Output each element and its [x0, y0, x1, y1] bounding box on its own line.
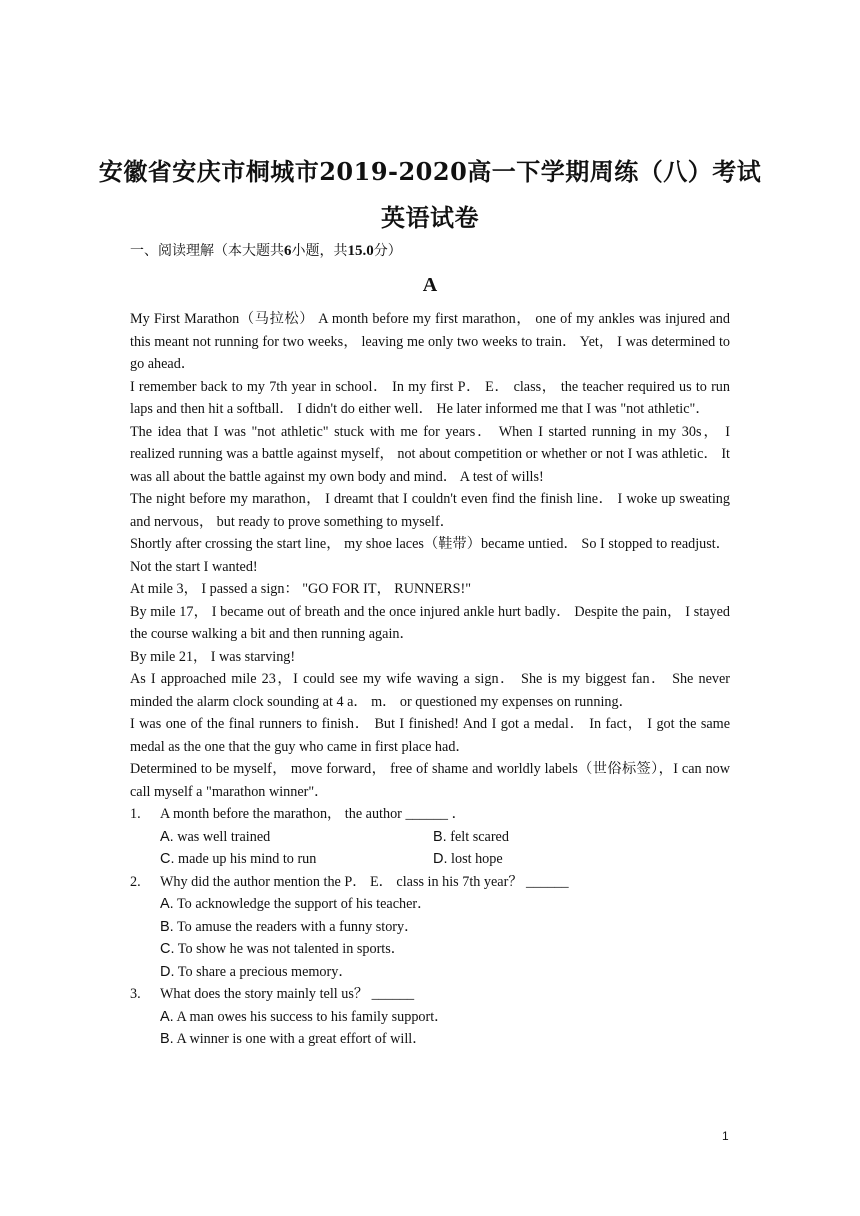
question-3: [130, 983, 730, 1006]
exam-title: 安徽省安庆市桐城市2019-2020高一下学期周练（八）考试: [98, 157, 762, 186]
question-1: [130, 803, 730, 826]
passage-paragraph: Shortly after crossing the start line， my shoe laces（鞋带）became untied． So I stopped to readjust． Not the start I wanted!: [130, 536, 730, 575]
option-c[interactable]: [160, 848, 433, 871]
passage-paragraph: As I approached mile 23，I could see my wife waving a sign． She is my biggest fan． She never minded the alarm clock sounding at 4 a． m． or questioned my expenses on running．: [130, 671, 730, 710]
option-text: A winner is one with a great effort of will．: [176, 1031, 427, 1047]
option-letter: A.: [160, 896, 174, 912]
passage-paragraph: The night before my marathon， I dreamt that I couldn't even find the finish line． I woke up sweating and nervous， but ready to prove something to myself．: [130, 491, 730, 530]
option-letter: C.: [160, 941, 175, 957]
option-letter: B.: [160, 918, 174, 935]
question-text: Why did the author mention the P． E． class in his 7th year？ ______: [160, 873, 569, 890]
option-letter: A.: [160, 1008, 174, 1025]
option-c[interactable]: [130, 938, 730, 961]
option-d[interactable]: [433, 848, 706, 871]
option-text: was well trained: [177, 828, 271, 845]
passage-paragraph: By mile 21， I was starving!: [130, 648, 296, 665]
question-number: 2.: [130, 873, 141, 890]
question-text: A month before the marathon， the author ______ ．: [160, 806, 466, 822]
passage-label: A: [422, 274, 438, 296]
option-b[interactable]: [130, 1028, 730, 1051]
section-heading: [130, 241, 402, 261]
option-letter: A.: [160, 828, 174, 845]
passage-paragraph: I remember back to my 7th year in school． In my first P． E． class， the teacher required us to run laps and then hit a softball． I didn't do either well． He later informed me that I was "not athletic"．: [130, 378, 730, 417]
passage-paragraph: By mile 17， I became out of breath and the once injured ankle hurt badly． Despite the pain， I stayed the course walking a bit and then running again．: [130, 603, 730, 642]
question-number: 1.: [130, 806, 141, 822]
option-text: made up his mind to run: [178, 851, 317, 867]
question-text: What does the story mainly tell us？ ______: [160, 986, 415, 1002]
question-2: [130, 871, 730, 894]
question-number: 3.: [130, 986, 141, 1002]
option-letter: D.: [160, 963, 175, 980]
option-letter: D.: [433, 851, 448, 867]
option-text: To amuse the readers with a funny story．: [177, 918, 419, 935]
section-suffix: 分）: [373, 243, 402, 259]
section-mid: 小题，共: [291, 243, 348, 259]
question-1-options: [130, 826, 730, 871]
option-letter: B.: [160, 1031, 174, 1047]
passage-paragraph: The idea that I was "not athletic" stuck with me for years． When I started running in my 30s， I realized running was a battle against myself， not about competition or whether or not I was athletic． It was all about the battle against my own body and mind． A test of wills!: [130, 423, 730, 485]
passage-paragraph: My First Marathon（马拉松） A month before my first marathon， one of my ankles was injured and this meant not running for two weeks， leaving me only two weeks to train． Yet， I was determined to go ahead．: [130, 311, 730, 372]
option-a[interactable]: [160, 826, 433, 849]
option-text: To share a precious memory．: [177, 963, 353, 980]
option-letter: C.: [160, 851, 175, 867]
exam-subtitle: 英语试卷: [381, 203, 479, 232]
page-number: 1: [722, 1129, 729, 1143]
passage-paragraph: I was one of the final runners to finish． But I finished! And I got a medal． In fact， I got the same medal as the one that the guy who came in first place had．: [130, 716, 730, 755]
option-letter: B.: [433, 828, 447, 845]
section-prefix: 一、阅读理解（本大题共: [130, 243, 284, 259]
section-score: 15.0: [347, 243, 374, 259]
option-a[interactable]: [130, 1006, 730, 1029]
option-text: A man owes his success to his family support．: [176, 1008, 449, 1025]
option-b[interactable]: [130, 916, 730, 939]
passage-paragraph: At mile 3， I passed a sign： "GO FOR IT， RUNNERS!": [130, 581, 472, 597]
option-a[interactable]: [130, 893, 730, 916]
option-text: felt scared: [450, 828, 509, 845]
option-b[interactable]: [433, 826, 706, 849]
option-text: To acknowledge the support of his teacher．: [177, 896, 432, 912]
option-text: lost hope: [451, 851, 503, 867]
passage-body: [130, 308, 730, 1051]
option-text: To show he was not talented in sports．: [177, 941, 405, 957]
section-question-count: 6: [284, 243, 292, 259]
passage-paragraph: Determined to be myself， move forward， free of shame and worldly labels（世俗标签），I can now call myself a "marathon winner"．: [130, 761, 730, 800]
option-d[interactable]: [130, 961, 730, 984]
